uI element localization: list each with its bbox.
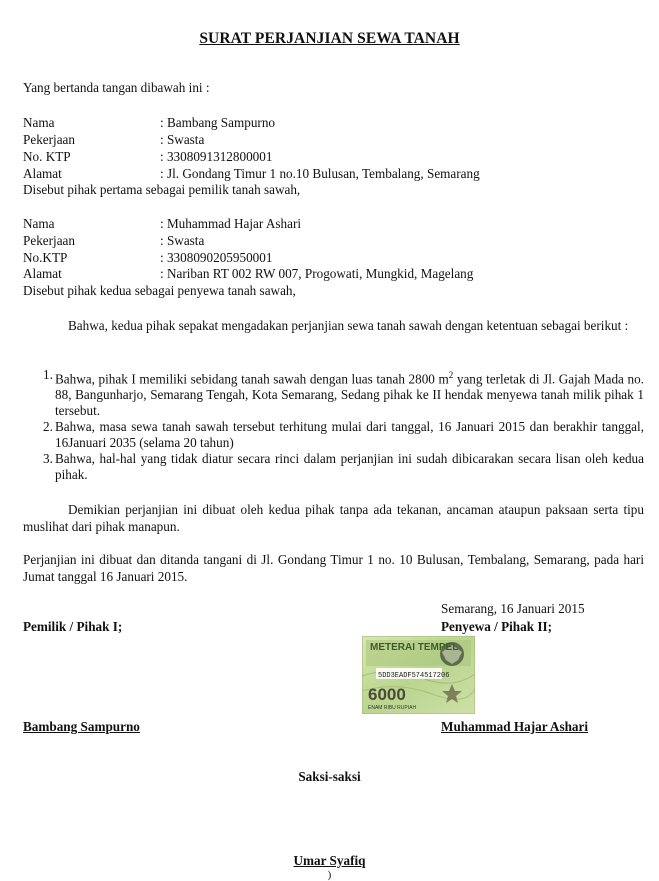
party1-job-row xyxy=(0,132,659,148)
stamp-header: METERAI TEMPEL xyxy=(370,642,459,653)
field-label: Alamat xyxy=(23,166,62,181)
document-title: SURAT PERJANJIAN SEWA TANAH xyxy=(199,30,460,47)
field-label: Alamat xyxy=(23,266,62,281)
term-text-continued: yang terletak di Jl. Gajah Mada no. 88, Bangunharjo, Semarang Tengah, Kota Semarang, Sedang pihak ke II hendak menyewa tanah milik pihak 1 tersebut. xyxy=(55,371,644,419)
right-signature-heading: Penyewa / Pihak II; xyxy=(441,619,552,634)
place-statement: Perjanjian ini dibuat dan ditanda tangani di Jl. Gondang Timur 1 no. 10 Bulusan, Tembalang, Semarang, pada hari Jumat tanggal 16 Januari 2015. xyxy=(23,552,644,584)
field-label: Nama xyxy=(23,216,55,231)
party2-address-row xyxy=(0,266,659,282)
agreement-intro: Bahwa, kedua pihak sepakat mengadakan perjanjian sewa tanah sawah dengan ketentuan sebagai berikut : xyxy=(68,318,629,333)
field-label: Pekerjaan xyxy=(23,132,75,147)
term-item xyxy=(23,367,644,419)
intro-text: Yang bertanda tangan dibawah ini : xyxy=(23,80,210,95)
field-value: : Swasta xyxy=(160,233,205,248)
field-value: : Nariban RT 002 RW 007, Progowati, Mungkid, Magelang xyxy=(160,266,474,281)
party1-name-row xyxy=(0,115,659,131)
term-number: 3. xyxy=(43,451,53,467)
term-text: Bahwa, hal-hal yang tidak diatur secara rinci dalam perjanjian ini sudah dibicarakan secara lisan oleh kedua pihak. xyxy=(55,451,644,483)
party1-ktp-row xyxy=(0,149,659,165)
field-value: : Swasta xyxy=(160,132,205,147)
witness-heading: Saksi-saksi xyxy=(298,769,361,784)
stamp-code: 5DD3EADF574517206 xyxy=(378,672,450,680)
party2-role: Disebut pihak kedua sebagai penyewa tanah sawah, xyxy=(23,283,296,298)
party2-ktp-row xyxy=(0,250,659,266)
field-label: Nama xyxy=(23,115,55,130)
term-text: Bahwa, masa sewa tanah sawah tersebut terhitung mulai dari tanggal, 16 Januari 2015 dan berakhir tanggal, 16Januari 2035 (selama 20 tahun) xyxy=(55,419,644,451)
left-signature-heading: Pemilik / Pihak I; xyxy=(23,619,123,634)
field-value: : Bambang Sampurno xyxy=(160,115,276,130)
trailing-mark: ) xyxy=(327,869,332,881)
stamp-caption: ENAM RIBU RUPIAH xyxy=(368,705,417,711)
terms-list xyxy=(23,367,644,483)
party1-address-row xyxy=(0,166,659,182)
meterai-stamp-image xyxy=(362,636,475,714)
left-signatory-name: Bambang Sampurno xyxy=(23,719,140,734)
date-line: Semarang, 16 Januari 2015 xyxy=(441,601,585,616)
field-label: No. KTP xyxy=(23,149,71,164)
term-superscript: 2 xyxy=(448,370,454,380)
closing-paragraph: Demikian perjanjian ini dibuat oleh kedua pihak tanpa ada tekanan, ancaman ataupun paksaan serta tipu muslihat dari pihak manapun. xyxy=(23,502,644,534)
term-number: 1. xyxy=(43,367,53,382)
term-text: Bahwa, pihak I memiliki sebidang tanah sawah dengan luas tanah 2800 m xyxy=(55,371,449,387)
witness-name: Umar Syafiq xyxy=(293,853,366,868)
field-label: No.KTP xyxy=(23,250,68,265)
field-label: Pekerjaan xyxy=(23,233,75,248)
term-item xyxy=(23,451,644,483)
field-value: : Jl. Gondang Timur 1 no.10 Bulusan, Tembalang, Semarang xyxy=(160,166,480,181)
party2-job-row xyxy=(0,233,659,249)
field-value: : Muhammad Hajar Ashari xyxy=(160,216,301,231)
right-signatory-name: Muhammad Hajar Ashari xyxy=(441,719,589,734)
field-value: : 3308090205950001 xyxy=(160,250,273,265)
term-number: 2. xyxy=(43,419,53,435)
party2-name-row xyxy=(0,216,659,232)
field-value: : 3308091312800001 xyxy=(160,149,273,164)
term-item xyxy=(23,419,644,451)
stamp-value: 6000 xyxy=(368,685,406,704)
party1-role: Disebut pihak pertama sebagai pemilik tanah sawah, xyxy=(23,182,301,197)
